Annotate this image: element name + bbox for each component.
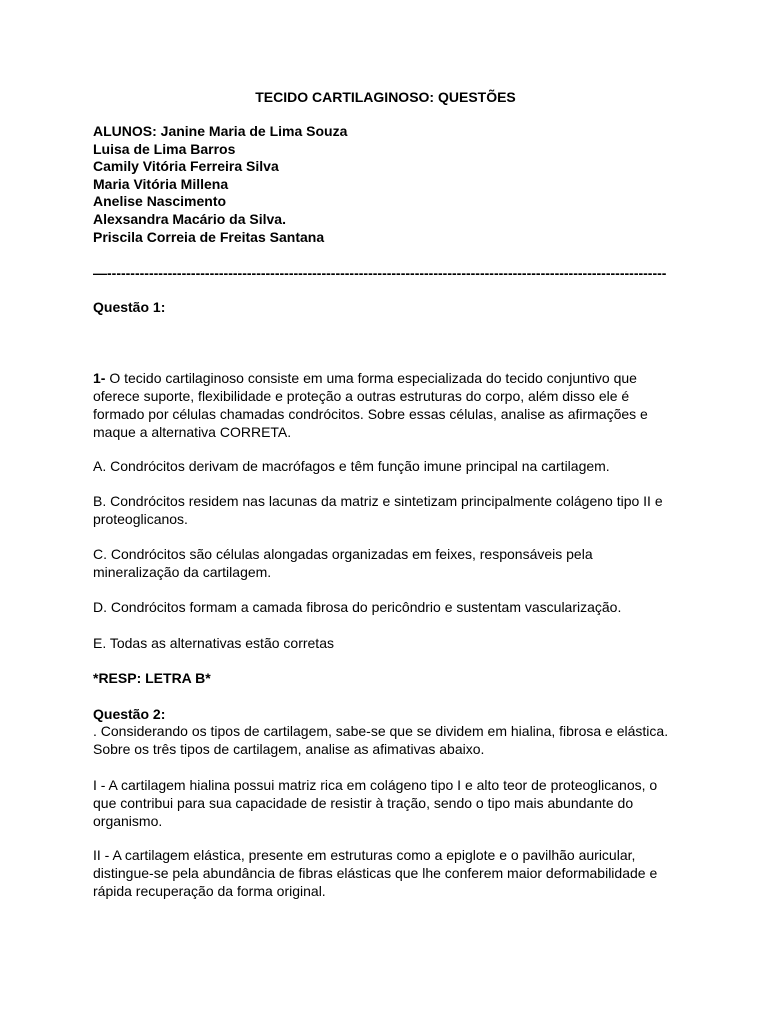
- question-1-statement: [93, 369, 678, 441]
- authors-label: ALUNOS: Janine Maria de Lima Souza: [93, 123, 348, 139]
- question-2-heading: Questão 2:: [93, 706, 166, 722]
- question-1-option-b: B. Condrócitos residem nas lacunas da matriz e sintetizam principalmente colágeno tipo II e proteoglicanos.: [93, 493, 663, 527]
- question-1-option-c: C. Condrócitos são células alongadas organizadas em feixes, responsáveis pela mineralização da cartilagem.: [93, 546, 593, 580]
- question-1-text: O tecido cartilaginoso consiste em uma forma especializada do tecido conjuntivo que oferece suporte, flexibilidade e proteção a outras estruturas do corpo, além disso ele é formado por células chamadas condrócitos. Sobre essas células, analise as afirmações e maque a alternativa CORRETA.: [93, 370, 648, 440]
- section-divider: —------------------------------------------------------------------------------------------------------------------------: [93, 265, 667, 281]
- question-2-statement: . Considerando os tipos de cartilagem, sabe-se que se dividem em hialina, fibrosa e elástica. Sobre os três tipos de cartilagem, analise as afimativas abaixo.: [93, 723, 669, 757]
- author-name: Priscila Correia de Freitas Santana: [93, 228, 325, 245]
- question-1-option-d: D. Condrócitos formam a camada fibrosa do pericôndrio e sustentam vascularização.: [93, 599, 622, 615]
- author-name: Maria Vitória Millena: [93, 175, 229, 192]
- question-1-number: 1-: [93, 370, 106, 386]
- authors-list: [93, 123, 678, 246]
- question-1-heading: Questão 1:: [93, 299, 166, 315]
- question-1-option-a: A. Condrócitos derivam de macrófagos e têm função imune principal na cartilagem.: [93, 458, 610, 474]
- document-title: TECIDO CARTILAGINOSO: QUESTÕES: [255, 89, 516, 105]
- question-2-item-1: I - A cartilagem hialina possui matriz rica em colágeno tipo I e alto teor de proteoglicanos, o que contribui para sua capacidade de resistir à tração, sendo o tipo mais abundante do organismo.: [93, 777, 658, 829]
- question-2-item-2: II - A cartilagem elástica, presente em estruturas como a epiglote e o pavilhão auricular, distingue-se pela abundância de fibras elásticas que lhe conferem maior deformabilidade e rápida recuperação da forma original.: [93, 847, 658, 899]
- author-name: Anelise Nascimento: [93, 193, 227, 210]
- question-1-option-e: E. Todas as alternativas estão corretas: [93, 635, 334, 651]
- author-name: Camily Vitória Ferreira Silva: [93, 158, 279, 175]
- question-1-answer: *RESP: LETRA B*: [93, 670, 211, 686]
- author-name: Alexsandra Macário da Silva.: [93, 210, 286, 227]
- author-name: Luisa de Lima Barros: [93, 140, 236, 157]
